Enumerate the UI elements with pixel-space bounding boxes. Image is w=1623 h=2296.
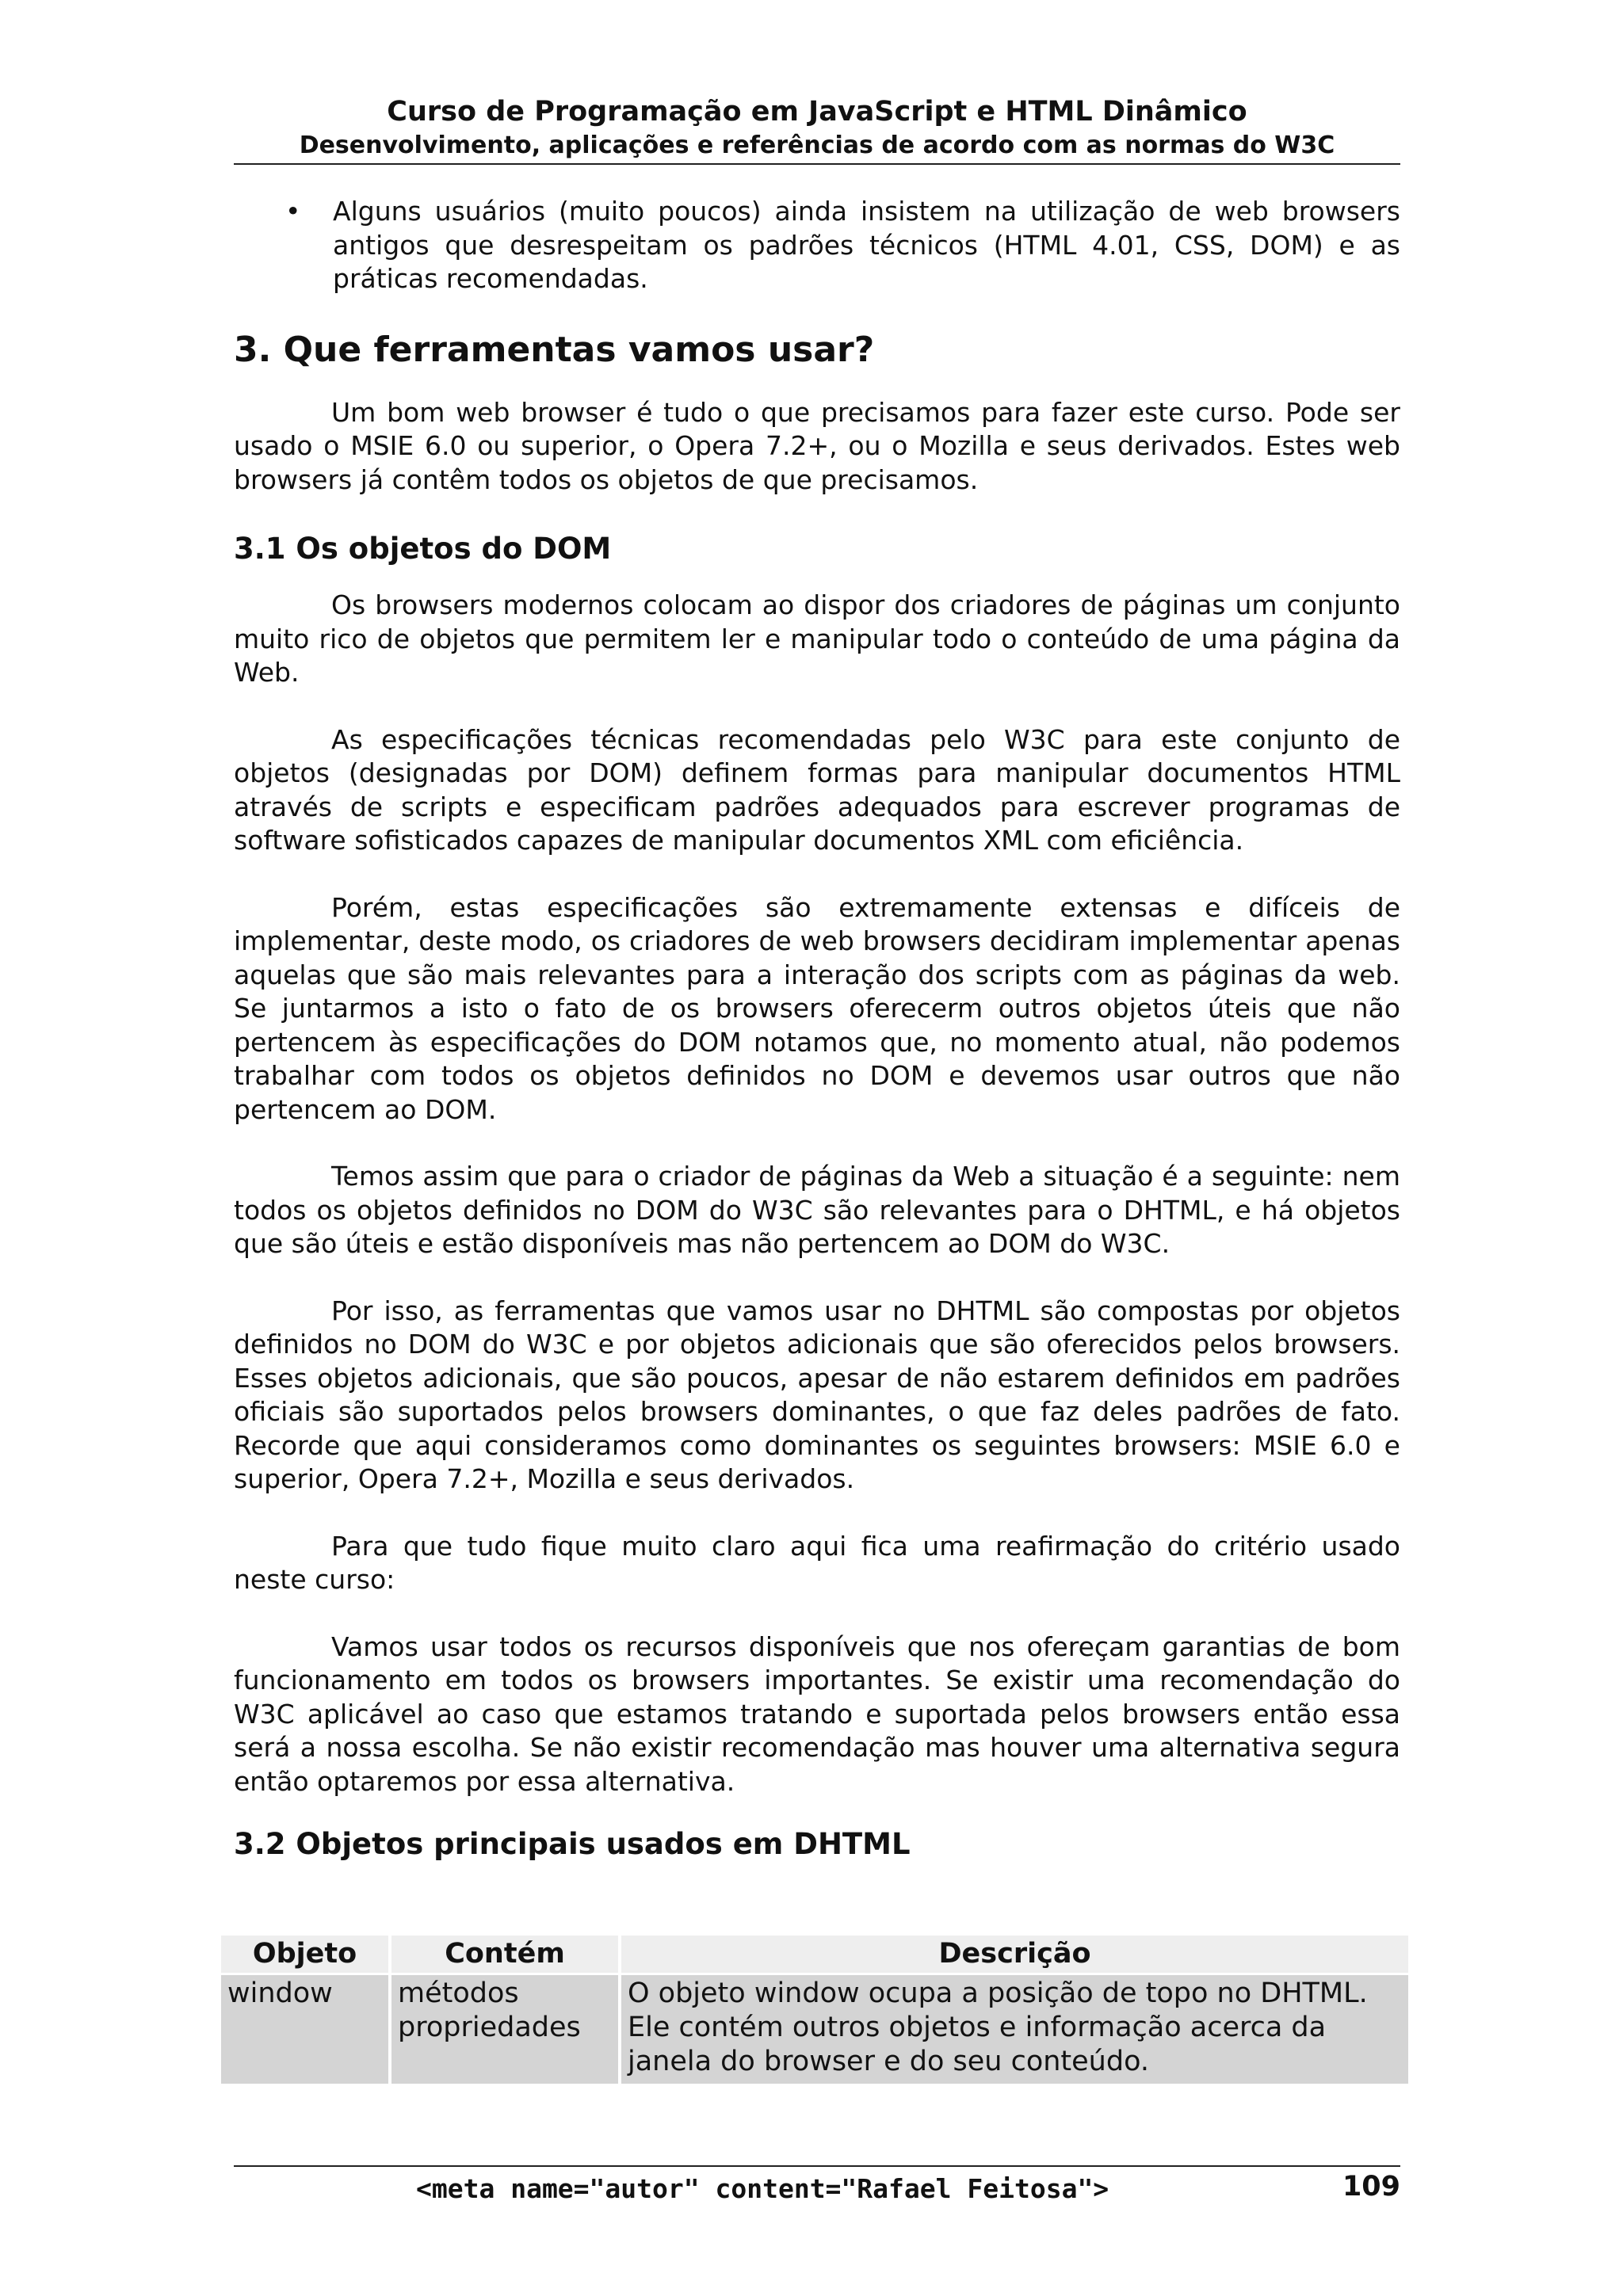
cell-contem-item: métodos (398, 1978, 519, 2009)
column-header-contem: Contém (391, 1936, 618, 1973)
paragraph: As especificações técnicas recomendadas pelo W3C para este conjunto de objetos (designadas por DOM) definem formas para manipular documentos HTML através de scripts e especificam padrões adequados para escrever programas de software sofisticados capazes de manipular documentos XML com eficiência. (234, 723, 1400, 856)
paragraph: Porém, estas especificações são extremamente extensas e difíceis de implementar, deste modo, os criadores de web browsers decidiram implementar apenas aquelas que são mais relevantes para a interação dos scripts com as páginas da web. Se juntarmos a isto o fato de os browsers oferecerm outros objetos úteis que não pertencem às especificações do DOM notamos que, no momento atual, não podemos trabalhar com todos os objetos definidos no DOM e devemos usar outros que não pertencem ao DOM. (234, 891, 1400, 1125)
page-body (234, 195, 1400, 1884)
section-heading-3-1: 3.1 Os objetos do DOM (234, 532, 612, 566)
bullet-icon: • (285, 196, 301, 227)
table-row (221, 1975, 1408, 2084)
paragraph: Vamos usar todos os recursos disponíveis que nos ofereçam garantias de bom funcionamento em todos os browsers importantes. Se existir uma recomendação do W3C aplicável ao caso que estamos tratando e suportada pelos browsers então essa será a nossa escolha. Se não existir recomendação mas houver uma alternativa segura então optaremos por essa alternativa. (234, 1630, 1400, 1797)
header-title: Curso de Programação em JavaScript e HTML Dinâmico (387, 96, 1247, 128)
page-header (234, 93, 1400, 162)
page-number: 109 (1342, 2171, 1400, 2203)
objects-table (218, 1933, 1411, 2086)
cell-contem (391, 1975, 618, 2084)
column-header-descricao: Descrição (621, 1936, 1408, 1973)
section-heading-3: 3. Que ferramentas vamos usar? (234, 329, 875, 370)
paragraph: Os browsers modernos colocam ao dispor dos criadores de páginas um conjunto muito rico de objetos que permitem ler e manipular todo o conteúdo de uma página da Web. (234, 589, 1400, 688)
paragraph: Um bom web browser é tudo o que precisamos para fazer este curso. Pode ser usado o MSIE 6.0 ou superior, o Opera 7.2+, ou o Mozilla e seus derivados. Estes web browsers já contêm todos os objetos de que precisamos. (234, 396, 1400, 495)
header-subtitle: Desenvolvimento, aplicações e referências de acordo com as normas do W3C (299, 132, 1335, 159)
header-divider (234, 163, 1400, 165)
table-header-row (221, 1936, 1408, 1973)
footer-meta-code: <meta name="autor" content="Rafael Feitosa"> (416, 2173, 1109, 2204)
cell-objeto: window (221, 1975, 388, 2084)
footer-divider (234, 2165, 1400, 2167)
cell-descricao: O objeto window ocupa a posição de topo no DHTML. Ele contém outros objetos e informação acerca da janela do browser e do seu conteúdo. (621, 1975, 1408, 2084)
cell-contem-item: propriedades (398, 2012, 581, 2043)
section-heading-3-2: 3.2 Objetos principais usados em DHTML (234, 1827, 911, 1861)
bullet-item (234, 195, 1400, 296)
column-header-objeto: Objeto (221, 1936, 388, 1973)
paragraph: Para que tudo fique muito claro aqui fica uma reafirmação do critério usado neste curso: (234, 1530, 1400, 1595)
bullet-text: Alguns usuários (muito poucos) ainda insistem na utilização de web browsers antigos que desrespeitam os padrões técnicos (HTML 4.01, CSS, DOM) e as práticas recomendadas. (333, 196, 1400, 294)
paragraph: Temos assim que para o criador de páginas da Web a situação é a seguinte: nem todos os objetos definidos no DOM do W3C são relevantes para o DHTML, e há objetos que são úteis e estão disponíveis mas não pertencem ao DOM do W3C. (234, 1161, 1400, 1259)
paragraph: Por isso, as ferramentas que vamos usar no DHTML são compostas por objetos definidos no DOM do W3C e por objetos adicionais que são oferecidos pelos browsers. Esses objetos adicionais, que são poucos, apesar de não estarem definidos em padrões oficiais são suportados pelos browsers dominantes, o que faz deles padrões de fato. Recorde que aqui consideramos como dominantes os seguintes browsers: MSIE 6.0 e superior, Opera 7.2+, Mozilla e seus derivados. (234, 1295, 1400, 1494)
